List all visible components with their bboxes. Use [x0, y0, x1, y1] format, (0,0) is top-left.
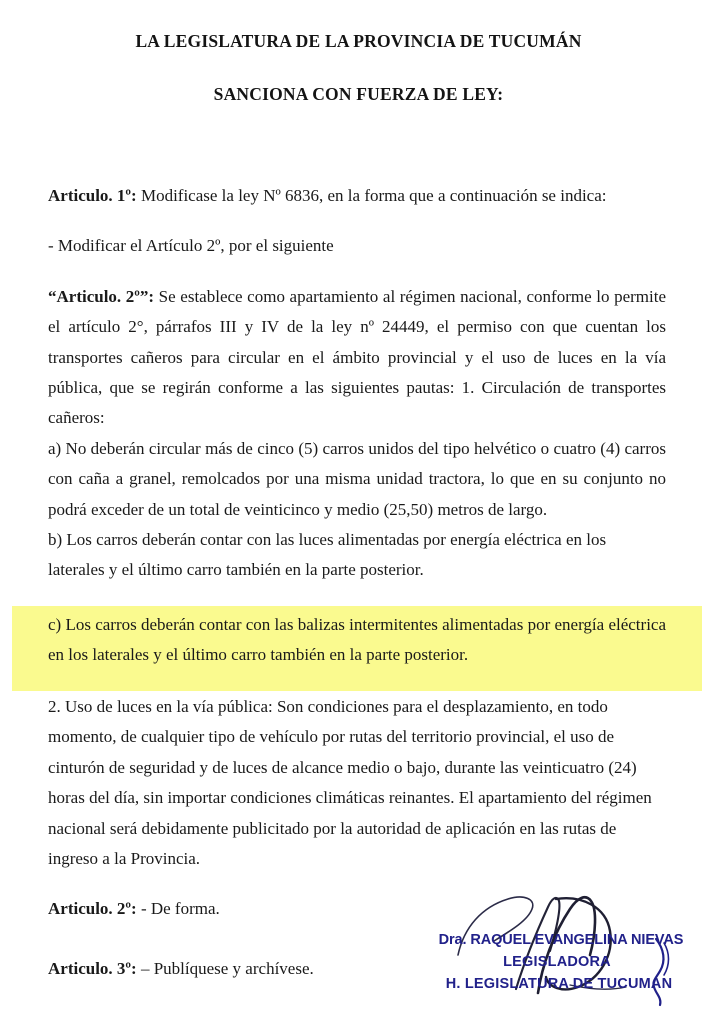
- page-subtitle: SANCIONA CON FUERZA DE LEY:: [213, 84, 504, 104]
- highlighted-clause-text: c) Los carros deberán contar con las balizas intermitentes alimentadas por energía eléctrica en los laterales y el último carro también en la parte posterior.: [48, 615, 667, 665]
- paragraph-modificar: - Modificar el Artículo 2º, por el siguiente: [48, 236, 334, 256]
- page-title: LA LEGISLATURA DE LA PROVINCIA DE TUCUMÁN: [135, 31, 582, 51]
- spacer: [48, 211, 666, 231]
- articulo-1-text: Modificase la ley Nº 6836, en la forma que a continuación se indica:: [136, 186, 607, 205]
- quote-open: “: [48, 286, 57, 306]
- paragraph-articulo-1: [48, 181, 666, 211]
- stamp-organization: H. LEGISLATURA DE TUCUMAN: [445, 976, 673, 992]
- paragraph-item-2: 2. Uso de luces en la vía pública: Son condiciones para el desplazamiento, en todo momento, de cualquier tipo de vehículo por rutas del territorio provincial, el uso de cinturón de seguridad y de luces de alcance medio o bajo, durante las veinticuatro (24) horas del día, sin importar condiciones climáticas reinantes. El apartamiento del régimen nacional será debidamente publicitado por la autoridad de aplicación en las rutas de ingreso a la Provincia.: [48, 696, 652, 868]
- spacer: [48, 874, 666, 894]
- quote-close: ”:: [139, 286, 155, 306]
- highlighted-clause-block: [12, 606, 702, 691]
- stamp-signer-role: LEGISLADORA: [503, 954, 611, 970]
- stamp-signer-name: Dra. RAQUEL EVANGELINA NIEVAS: [438, 932, 684, 948]
- paragraph-item-b: b) Los carros deberán contar con las luces alimentadas por energía eléctrica en los laterales y el último carro también en la parte posterior.: [48, 530, 607, 580]
- spacer: [48, 262, 666, 282]
- articulo-3-text: – Publíquese y archívese.: [136, 958, 314, 978]
- articulo-2-text: Se establece como apartamiento al régimen nacional, conforme lo permite el artículo 2°, párrafos III y IV de la ley nº 24449, el permiso con que cuentan los transportes cañeros para circular en el ámbito provincial y el uso de luces en la vía pública, que se regirán conforme a las siguientes pautas: 1. Circulación de transportes cañeros:: [48, 286, 667, 428]
- paragraph-item-a: a) No deberán circular más de cinco (5) carros unidos del tipo helvético o cuatro (4) carros con caña a granel, remolcados por una misma unidad tractora, lo que en su conjunto no podrá exceder de un total de veinticinco y medio (25,50) metros de largo.: [48, 438, 666, 519]
- articulo-2-final-label: Articulo. 2º:: [48, 899, 137, 919]
- articulo-2-final-text: - De forma.: [136, 899, 220, 919]
- articulo-1-label: Articulo. 1º:: [48, 186, 137, 205]
- signature-block: [420, 893, 710, 1021]
- paragraph-articulo-2-quoted: [48, 282, 666, 434]
- document-body: [48, 181, 666, 984]
- articulo-2-label: Articulo. 2º: [56, 286, 140, 306]
- articulo-3-label: Articulo. 3º:: [48, 958, 137, 978]
